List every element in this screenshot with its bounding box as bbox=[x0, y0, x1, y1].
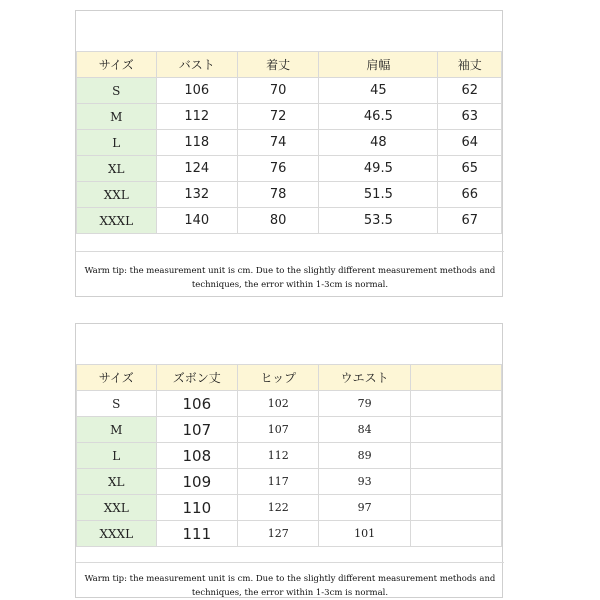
pants-size-chart bbox=[75, 323, 503, 598]
empty-cell bbox=[410, 495, 501, 521]
size-label: L bbox=[77, 130, 157, 156]
empty-cell bbox=[410, 391, 501, 417]
shoulder-value: 53.5 bbox=[319, 208, 438, 234]
table-row bbox=[77, 521, 502, 547]
table-row bbox=[77, 443, 502, 469]
empty-cell bbox=[410, 521, 501, 547]
sleeve-value: 63 bbox=[438, 104, 502, 130]
header-waist: ウエスト bbox=[319, 365, 410, 391]
shoulder-value: 49.5 bbox=[319, 156, 438, 182]
length-value: 70 bbox=[237, 78, 318, 104]
note-line-2: techniques, the error within 1-3cm is normal. bbox=[191, 280, 389, 290]
waist-value: 79 bbox=[319, 391, 410, 417]
header-size: サイズ bbox=[77, 365, 157, 391]
header-bust: バスト bbox=[156, 52, 237, 78]
pants-size-table bbox=[76, 364, 502, 547]
shoulder-value: 45 bbox=[319, 78, 438, 104]
header-pants-length: ズボン丈 bbox=[156, 365, 238, 391]
length-value: 72 bbox=[237, 104, 318, 130]
sleeve-value: 65 bbox=[438, 156, 502, 182]
bust-value: 132 bbox=[156, 182, 237, 208]
size-label: L bbox=[77, 443, 157, 469]
length-value: 78 bbox=[237, 182, 318, 208]
header-empty bbox=[410, 365, 501, 391]
table-row bbox=[77, 391, 502, 417]
pants-header-row bbox=[77, 365, 502, 391]
shoulder-value: 46.5 bbox=[319, 104, 438, 130]
waist-value: 101 bbox=[319, 521, 410, 547]
size-label: XXL bbox=[77, 182, 157, 208]
hip-value: 112 bbox=[238, 443, 319, 469]
length-value: 74 bbox=[237, 130, 318, 156]
bust-value: 112 bbox=[156, 104, 237, 130]
hip-value: 117 bbox=[238, 469, 319, 495]
header-sleeve: 袖丈 bbox=[438, 52, 502, 78]
bust-value: 140 bbox=[156, 208, 237, 234]
shoulder-value: 51.5 bbox=[319, 182, 438, 208]
size-label: XXXL bbox=[77, 521, 157, 547]
length-value: 80 bbox=[237, 208, 318, 234]
sleeve-value: 62 bbox=[438, 78, 502, 104]
table-row bbox=[77, 156, 502, 182]
pants-length-value: 106 bbox=[156, 391, 238, 417]
table-row bbox=[77, 130, 502, 156]
size-label: XL bbox=[77, 156, 157, 182]
table-row bbox=[77, 469, 502, 495]
header-length: 着丈 bbox=[237, 52, 318, 78]
size-label: XXXL bbox=[77, 208, 157, 234]
bust-value: 118 bbox=[156, 130, 237, 156]
size-label: M bbox=[77, 104, 157, 130]
waist-value: 93 bbox=[319, 469, 410, 495]
sleeve-value: 66 bbox=[438, 182, 502, 208]
pants-length-value: 108 bbox=[156, 443, 238, 469]
pants-length-value: 109 bbox=[156, 469, 238, 495]
pants-length-value: 111 bbox=[156, 521, 238, 547]
tops-size-chart bbox=[75, 10, 503, 297]
measurement-note bbox=[76, 264, 504, 292]
note-line-2: techniques, the error within 1-3cm is normal. bbox=[191, 588, 389, 598]
size-label: XXL bbox=[77, 495, 157, 521]
table-row bbox=[77, 104, 502, 130]
table-row bbox=[77, 495, 502, 521]
table-row bbox=[77, 208, 502, 234]
size-label: S bbox=[77, 78, 157, 104]
waist-value: 97 bbox=[319, 495, 410, 521]
empty-cell bbox=[410, 469, 501, 495]
measurement-note bbox=[76, 572, 504, 600]
hip-value: 107 bbox=[238, 417, 319, 443]
empty-cell bbox=[410, 417, 501, 443]
hip-value: 122 bbox=[238, 495, 319, 521]
shoulder-value: 48 bbox=[319, 130, 438, 156]
tops-size-table bbox=[76, 51, 502, 234]
header-hip: ヒップ bbox=[238, 365, 319, 391]
pants-length-value: 110 bbox=[156, 495, 238, 521]
header-size: サイズ bbox=[77, 52, 157, 78]
table-row bbox=[77, 182, 502, 208]
bust-value: 124 bbox=[156, 156, 237, 182]
divider bbox=[76, 562, 504, 563]
waist-value: 84 bbox=[319, 417, 410, 443]
divider bbox=[76, 251, 504, 252]
size-label: XL bbox=[77, 469, 157, 495]
tops-header-row bbox=[77, 52, 502, 78]
empty-cell bbox=[410, 443, 501, 469]
size-label: S bbox=[77, 391, 157, 417]
bust-value: 106 bbox=[156, 78, 237, 104]
note-line-1: Warm tip: the measurement unit is cm. Due to the slightly different measurement methods and bbox=[84, 266, 496, 276]
table-row bbox=[77, 78, 502, 104]
size-label: M bbox=[77, 417, 157, 443]
waist-value: 89 bbox=[319, 443, 410, 469]
hip-value: 102 bbox=[238, 391, 319, 417]
table-row bbox=[77, 417, 502, 443]
pants-length-value: 107 bbox=[156, 417, 238, 443]
note-line-1: Warm tip: the measurement unit is cm. Due to the slightly different measurement methods and bbox=[84, 574, 496, 584]
sleeve-value: 64 bbox=[438, 130, 502, 156]
hip-value: 127 bbox=[238, 521, 319, 547]
length-value: 76 bbox=[237, 156, 318, 182]
header-shoulder: 肩幅 bbox=[319, 52, 438, 78]
sleeve-value: 67 bbox=[438, 208, 502, 234]
